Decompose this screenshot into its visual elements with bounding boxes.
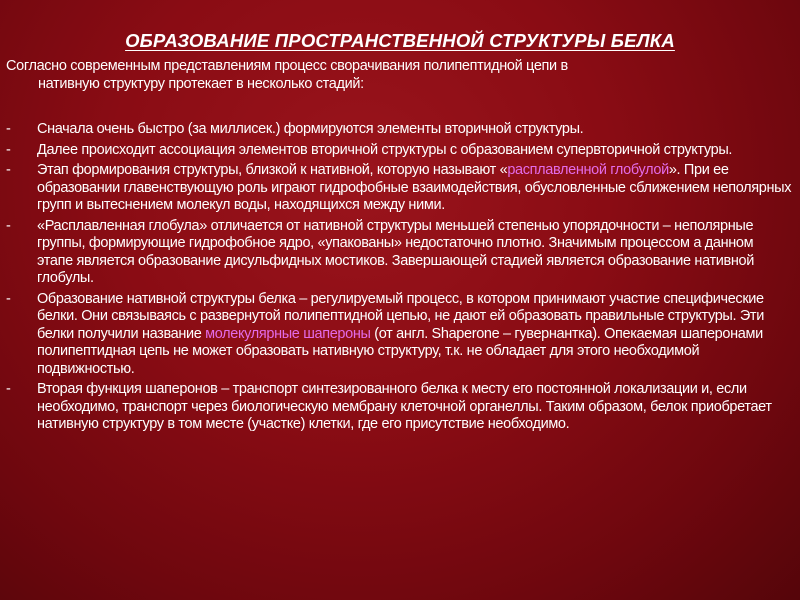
list-item (0, 121, 792, 139)
bullet-marker: - (6, 217, 11, 234)
bullet-marker: - (6, 141, 11, 158)
list-item (0, 162, 792, 215)
list-item-text-after: ». При ее образовании главенствующую роль играют гидрофобные взаимодействия, обусловленные сближением неполярных групп и вытеснением молекул воды, находящихся между ними. (37, 162, 792, 213)
slide-title: ОБРАЗОВАНИЕ ПРОСТРАНСТВЕННОЙ СТРУКТУРЫ БЕЛКА (125, 30, 675, 51)
list-item-text: Далее происходит ассоциация элементов вторичной структуры с образованием супервторичной структуры. (37, 141, 733, 158)
list-item-text-before: Этап формирования структуры, близкой к нативной, которую называют « (37, 162, 508, 178)
list-item (0, 218, 792, 288)
bullet-marker: - (6, 290, 11, 307)
intro-paragraph (6, 58, 766, 93)
bullet-marker: - (6, 381, 11, 397)
highlight-term-molten-globule: расплавленной глобулой (507, 162, 669, 178)
list-item-text-before: Образование нативной структуры белка – регулируемый процесс, в котором принимают участие специфические белки. Они связываясь с развернутой полипептидной цепью, не дают ей образовать правильные структуры. Эти белки получили название (37, 290, 764, 342)
highlight-term-chaperones: молекулярные шапероны (205, 325, 371, 342)
list-item (0, 291, 792, 379)
list-item-text: «Расплавленная глобула» отличается от нативной структуры меньшей степенью упорядочности – неполярные группы, формирующие гидрофобное ядро, «упакованы» недостаточно плотно. Значимым процессом а данном этапе является образование дисульфидных мостиков. Завершающей стадией является образование нативной глобулы. (37, 217, 754, 286)
intro-line-1: Согласно современным представлениям процесс сворачивания полипептидной цепи в (6, 58, 568, 74)
intro-line-2: нативную структуру протекает в несколько стадий: (38, 75, 364, 92)
bullet-marker: - (6, 162, 11, 178)
list-item-text: Вторая функция шаперонов – транспорт синтезированного белка к месту его постоянной локализации и, если необходимо, транспорт через биологическую мембрану клеточной органеллы. Таким образом, белок приобретает нативную структуру в том месте (участке) клетки, где его присутствие необходимо. (37, 381, 772, 432)
bullet-marker: - (6, 121, 11, 137)
list-item-text: Сначала очень быстро (за миллисек.) формируются элементы вторичной структуры. (37, 121, 584, 137)
stage-list (0, 121, 792, 437)
list-item-text-after: (от англ. Shaperone – гувернантка). Опекаемая шаперонами полипептидная цепь не может образовать нативную структуру, т.к. не обладает для этого необходимой подвижностью. (37, 325, 763, 377)
list-item (0, 142, 792, 160)
list-item (0, 381, 792, 434)
